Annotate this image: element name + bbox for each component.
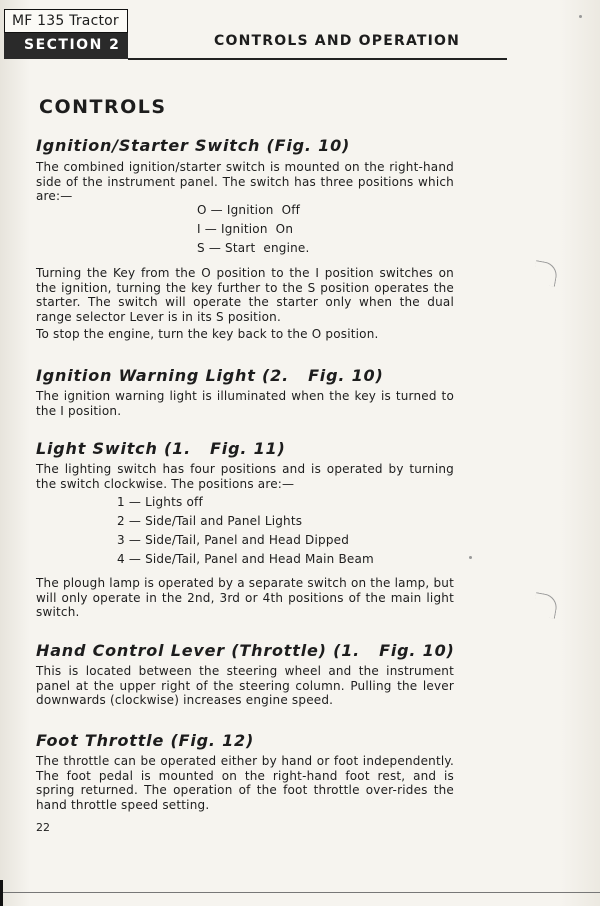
header-divider (128, 58, 507, 60)
light-positions-list (117, 493, 374, 569)
section-title: CONTROLS AND OPERATION (214, 33, 461, 49)
list-item: I — Ignition On (197, 222, 294, 236)
light-switch-heading: Light Switch (1. Fig. 11) (36, 439, 286, 458)
section-label: SECTION 2 (24, 37, 121, 53)
paper-speck (469, 556, 472, 559)
page-corner-mark (0, 880, 3, 906)
ignition-warning-heading: Ignition Warning Light (2. Fig. 10) (36, 366, 384, 385)
list-item: 4 — Side/Tail, Panel and Head Main Beam (117, 552, 374, 566)
list-item: S — Start engine. (197, 241, 310, 255)
list-item: O — Ignition Off (197, 203, 301, 217)
plough-lamp-text: The plough lamp is operated by a separate switch on the lamp, but will only operate in the 2nd, 3rd or 4th positions of the main light switch. (36, 576, 454, 619)
ignition-stop-instruction: To stop the engine, turn the key back to the O position. (36, 327, 379, 341)
section-badge (4, 33, 128, 59)
ignition-starter-intro: The combined ignition/starter switch is mounted on the right-hand side of the instrument panel. The switch has three positions which are:— (36, 160, 454, 203)
list-item: 1 — Lights off (117, 495, 203, 509)
model-label: MF 135 Tractor (12, 13, 119, 29)
light-switch-intro: The lighting switch has four positions and is operated by turning the switch clockwise. The positions are:— (36, 462, 454, 491)
ignition-starter-description: Turning the Key from the O position to the I position switches on the ignition, turning the key further to the S position operates the starter. The switch will operate the starter only when the dual range selector Lever is in its S position. (36, 266, 454, 324)
list-item: 2 — Side/Tail and Panel Lights (117, 514, 303, 528)
page-number: 22 (36, 821, 50, 834)
page-title: CONTROLS (39, 96, 167, 118)
ignition-positions-list (197, 201, 310, 258)
foot-throttle-text: The throttle can be operated either by hand or foot independently. The foot pedal is mounted on the right-hand foot rest, and is spring returned. The operation of the foot throttle over-rides the hand throttle speed setting. (36, 754, 454, 812)
paper-speck (579, 15, 582, 18)
page-bottom-edge (0, 892, 600, 893)
foot-throttle-heading: Foot Throttle (Fig. 12) (36, 731, 255, 750)
ignition-warning-text: The ignition warning light is illuminated when the key is turned to the I position. (36, 389, 454, 418)
hand-control-text: This is located between the steering wheel and the instrument panel at the upper right of the steering column. Pulling the lever downwards (clockwise) increases engine speed. (36, 664, 454, 707)
list-item: 3 — Side/Tail, Panel and Head Dipped (117, 533, 350, 547)
hand-control-heading: Hand Control Lever (Throttle) (1. Fig. 10) (36, 641, 455, 660)
model-label-box (4, 9, 128, 33)
ignition-starter-heading: Ignition/Starter Switch (Fig. 10) (36, 136, 351, 155)
